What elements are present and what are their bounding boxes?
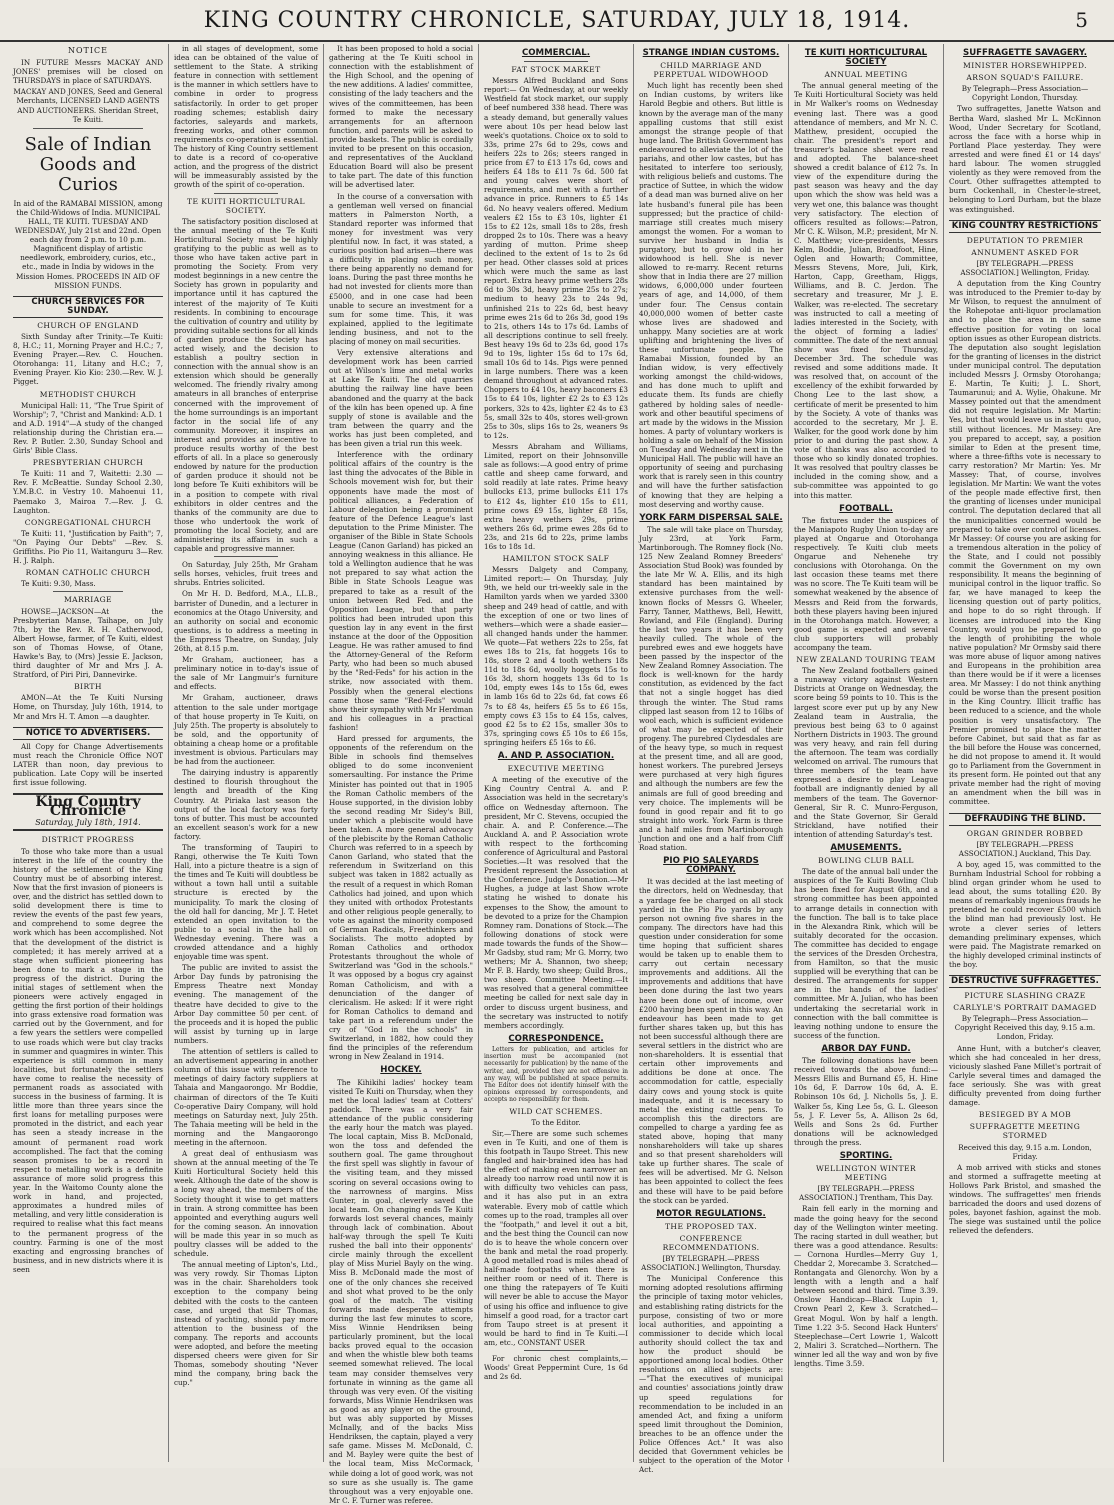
destructive-heading: DESTRUCTIVE SUFFRAGETTES. <box>949 975 1101 988</box>
news-item: Very extensive alterations and development work has been carried out at Wilson's lime and metal works at Lake Te Kuiti. The old quarries abutting the railway line have been abandoned and the quarry at the back of the kiln has been opened up. A fine supply of stone is available and the tram between the quarry and the works has just been completed, and has been given a trial run this week. <box>329 348 473 449</box>
customs-text: Much light has recently been shed on Indian customs, by writers like Harold Begbie and others. But little is known by the average man of the many appalling customs that still exist amongst the strange people of that huge land. The British Government has endeavoured to alleviate the lot of the pariahs, and other low castes, but has hesitated to interfere too seriously, with religious beliefs and customs. The practice of Suttee, in which the widow of a dead man was burned alive on her late husband's funeral pile has been suppressed; but the practice of child-marriage still creates much misery amongst the women. For a woman to survive her husband in India is purgatory, but to grow old in her widowhood is hell. She is never allowed to re-marry. Recent returns show that in India there are 27 million widows, 6,000,000 under fourteen years of age, and 14,000, of them under four. The Census contain 40,000,000 women of better caste whose lives are shadowed and unhappy. Many societies are at work uplifting and brightening the lives of these unfortunate people. The Ramabai Mission, founded by an Indian widow, is very effectively working amongst the child-widows, and has done much to uplift and educate them. Its funds are chiefly gathered by holding sales of needle-work and other beautiful specimens of art made by the widows in the Mission homes. A party of voluntary workers is holding a sale on behalf of the Mission on Tuesday and Wednesday next in the Municipal Hall. The public will have an opportunity of seeing and purchasing work that is rarely seen in this country and will have the further satisfaction of knowing that they are helping a most deserving and worthy cause. <box>639 81 783 509</box>
local-note: The attention of settlers is called to an advertisement appearing in another column of this issue with reference to meetings of dairy factory suppliers at Tahaia and Mangaorongo. Mr Boddie, chairman of directors of the Te Kuiti Co-operative Dairy Company, will hold meetings on Saturday next, July 25th. The Tahaia meeting will be held in the morning and the Mangaorongo meeting in the afternoon. <box>174 1047 318 1147</box>
hort-text: The annual general meeting of the Te Kuiti Horticultural Society was held in Mr Walker's rooms on Wednesday evening last. There was a good attendance of members, and Mr N. C. Matthew, president, occupied the chair. The president's report and treasurer's balance sheet were read and adopted. The balance-sheet showed a credit balance of £12 7s. In view of the expenditure during the past season was heavy and the day upon which the show was held was a very wet one, this balance was thought very satisfactory. The election of officers resulted as follows:—Patron, Mr C. K. Wilson, M.P.; president, Mr N. C. Matthew; vice-presidents, Messrs Kelm, Boddie, Julian, Broadfoot, Hine, Oglen and Howarth; Committee, Messrs Stevens, More, Juli, Kirk, Harton, Capp, Greetham, Higgs, Williams, and B. C. Jerdon. The secretary and treasurer, Mr J. E. Walker, was re-elected. The secretary was instructed to call a meeting of ladies interested in the Society, with the object of forming a ladies' committee. The date of the next annual show was fixed for Thursday, December 3rd. The schedule was revised and some additions made. It was resolved that, on account of the excellency of the exhibit forwarded by Chong Lee to the last show, a certificate of merit be presented to him by the Society. A vote of thanks was accorded to the secretary, Mr J. E. Walker, for the good work done by him prior to and during the past show. A vote of thanks was also accorded to those who so kindly donated trophies. It was resolved that poultry classes be included in the coming show, and a sub-committee was appointed to go into this matter. <box>794 81 938 500</box>
local-note: Mr Graham, auctioneer, has a preliminary notice in to-day's issue of the sale of Mr Langmuir's furniture and effects. <box>174 655 318 692</box>
york-heading: YORK FARM DISPERSAL SALE. <box>639 512 783 523</box>
ap-subheading: EXECUTIVE MEETING <box>507 764 605 774</box>
paper-date: Saturday, July 18th, 1914. <box>13 818 163 831</box>
savagery-heading: SUFFRAGETTE SAVAGERY. <box>963 48 1087 58</box>
methodist-text: Municipal Hall: 11, "The True Spirit of Worship"; 7, "Christ and Mankind: A.D. 1 and A.D. 1914"—A study of the changed relationship during the Christian era.—Rev. P. Butler. 2.30, Sunday School and Girls' Bible Class. <box>13 400 163 456</box>
ap-text: A meeting of the executive of the King Country Central A. and P. Association was held in the secretary's office on Wednesday afternoon. The president, Mr C. Stevens, occupied the chair. A. and P. Conference.—The Auckland A. and P. Association wrote with respect to the forthcoming conference of Agricultural and Pastoral Societies.—It was resolved that the President represent the Association at the Conference. Judge's Donation.—Mr Hughes, a judge at last Show wrote stating he wished to donate his expenses to the Show, the amount to be devoted to a prize for the Champion Romney ram. Donations of Stock.—The following donations of stock were made towards the funds of the Show—Mr Gadsby, stud ram; Mr G. Morry, two wethers; Mr A. Shannon, two sheep; Mr F. B. Hardy, two sheep; Guild Bros., two sheep. Committee Meeting.—It was resolved that a general committee meeting be called for next sale day in order to discuss urgent business, and the secretary was instructed to notify members accordingly. <box>484 775 628 1030</box>
nz-team-text: The New Zealand footballers gained a runaway victory against Western Districts at Orange on Wednesday, the score being 59 points to 10. This is the largest score ever put up by any New Zealand team in Australia, the previous best being 63 to 0 against Northern Districts in 1903. The ground was very heavy, and rain fell during the afternoon. The team was cordially welcomed on arrival. The rumours that three members of the team have expressed a desire to play League football are indignantly denied by all members of the team. The Governor-General, Sir R. C. Munro-Ferguson, and the State Governor, Sir Gerald Strickland, have notified their intention of attending Saturday's test. <box>794 666 938 839</box>
picture-heading: PICTURE SLASHING CRAZE <box>964 991 1086 1001</box>
stormed-byline: Received this day, 9.15 a.m. London, Friday. <box>958 1142 1092 1161</box>
column-1 <box>8 44 168 1462</box>
notice-body: IN FUTURE Messrs MACKAY AND JONES' premises will be closed on THURSDAYS in place of SATURDAYS. <box>13 58 163 86</box>
defraud-byline: [BY TELEGRAPH.—PRESS ASSOCIATION.] Auckland, This Day. <box>958 839 1092 858</box>
football-heading: FOOTBALL. <box>839 503 893 514</box>
presbyterian-text: Te Kuiti: 11 and 7, Waitetti: 2.30 —Rev. F. McBeattie. Sunday School 2.30, Y.M.B.C. in Vestry 10. Mahoenui 11, Paemako 3, Mairoa 7.—Rev. J. G. Laughton. <box>13 469 163 515</box>
hamilton-heading: HAMILTON STOCK SALF <box>502 554 610 564</box>
column-7 <box>943 44 1106 1462</box>
arson-text: Two suffragettes, Janette Watson and Bertha Ward, slashed Mr L. McKinnon Wood, Under Secretary for Scotland, across the face with a horse whip in Portland Place yesterday. They were arrested and were fined £1 or 14 days' hard labour. The women struggled violently as they were removed from the Court. Other suffragettes attempted to burn Cockenhall, in Chester-le-street, belonging to Lord Durham, but the blaze was extinguished. <box>949 104 1101 214</box>
correspondence-note: Letters for publication, and articles for insertion must be accompanied (not necessarily for publication) by the name of the writer, and, provided they are not offensive in any way, will be published at space permits. The Editor does not identify himself with the opinions expressed by correspondents, and accepts no responsibility for them. <box>484 1045 628 1104</box>
local-note: The public are invited to assist the Arbor Day funds by patronising the Empress Theatre next Monday evening. The management of the theatre have decided to give to the Arbor Day committee 50 per cent. of the proceeds and it is hoped the public will assist by turning up in large numbers. <box>174 963 318 1045</box>
birth-text: AMON—At the Te Kuiti Nursing Home, on Thursday, July 16th, 1914, to Mr and Mrs H. T. Amon —a daughter. <box>13 693 163 721</box>
news-item: In the course of a conversation with a gentleman well versed on financial matters in Palmerston North, a Standard reporter was informed that money for investment was very plentiful now. In fact, it was stated, a curious position had arisen—there was a difficulty in placing such money, there being apparently no demand for loans. During the past three months he had not invested for clients more than £5000, and in one case had been unable to secure an investment for a sum for some time. This, it was explained, applied to the legitimate lending business, and not to the placing of money on mail securities. <box>329 191 473 346</box>
district-text: To those who take more than a usual interest in the life of the country the history of the settlement of the King Country must be of absorbing interest. Now that the first invasion of pioneers is over, and the district has settled down to solid development there is time to review the events of the past few years, and comprehend to some degree the work which has been accomplished. Not that the development of the district is completed; it has merely arrived at a stage when sufficient pioneering has been done to mark a stage in the progress of the district. During the initial stages of settlement when the pioneers were actively engaged in getting the first portion of their holdings into grass extensive road formation was carried out by the Government, and for a few years the settlers were compelled to use roads which were but clay tracks in summer and quagmires in winter. This experience is still common in many localities, but fortunately the settlers have come to realise the necessity of permanent roads as associated with success in the business of farming. It is little more than three years since the first loans for metalling purposes were promoted in the district, and each year has seen a steady increase in the amount of permanent road work accomplished. The fact that the coming season promises to be a record in respect to metalling work is a definite assurance of more solid progress this year. In the Waitomo County alone the work in hand, and projected, approximates a hundred miles of metalling, and very little consideration is required to realise what this fact means to the permanent progress of the country. Farming is one of the most exacting and engrossing branches of business, and in new districts where it is seen <box>13 846 164 1274</box>
motor-heading: MOTOR REGULATIONS. <box>656 1208 766 1219</box>
arson-heading: ARSON SQUAD'S FAILURE. <box>966 73 1084 83</box>
restrictions-subheading-2: ANNUMENT ASKED FOR <box>971 247 1079 257</box>
marriage-text: HOWSE—JACKSON—At the Presbyterian Manse, Taihape, on July 7th, by the Rev. R. H. Catherwood, Albert Howse, farmer, of Te Kuiti, eldest son of Thomas Howse, of Otane, Hawke's Bay, to (Mrs) Jessie E. Jackson, third daughter of Mr and Mrs J. A. Stratford, of Piri Piri, Dannevirke. <box>13 606 163 680</box>
divider <box>214 556 278 557</box>
wellington-heading: WELLINGTON WINTER MEETING <box>815 1164 917 1183</box>
methodist-heading: METHODIST CHURCH <box>39 389 137 399</box>
horticulture-heading: TE KUITI HORTICULTURAL SOCIETY. <box>187 196 305 215</box>
piopio-heading: PIO PIO SALEYARDS COMPANY. <box>663 856 759 876</box>
advertisers-text: All Copy for Change Advertisements must reach the Chronicle Office NOT LATER than noon, day previous to publication. Late Copy will be inserted first issue following. <box>13 741 163 788</box>
defraud-subheading: ORGAN GRINDER ROBBED <box>966 828 1084 838</box>
hockey-text: The Kihikihi ladies' hockey team visited Te Kuiti on Thursday, when they met the local ladies' team at Cotters' paddock. There was a very fair attendance of the public considering the early hour the match was played. The local captain, Miss B. McDonald, won the toss and defended the southern goal. The game throughout the first spell was slightly in favour of the visiting team, and they missed scoring on several occasions owing to the narrowness of margins. Miss Gunter, in goal, cleverly saved the local team. On changing ends Te Kuiti forwards lost several chances, mainly through lack of combination. About half-way through the spell Te Kuiti rushed the ball into their opponents' circle mainly through the excellent play of Miss Muriel Bayly on the wing. Miss B. McDonald made the most of one of the only chances she received and shot what proved to be the only goal of the match. The visiting forwards made desperate attempts during the last few minutes to score, Miss Winnie Hendriksen being particularly prominent, but the local backs proved equal to the occasion and when the whistle blew both teams seemed somewhat relieved. The local team may consider themselves very fortunate in winning as the game all through was very even. Of the visiting forwards, Miss Winnie Hendriksen was as good as any player on the ground, but was ably supported by Misses McInally, and of the backs Miss Hendriksen, the captain, played a very safe game. Misses M. McDonald, C. and M. Bayley were quite the best of the local team, Miss McCormack, while doing a lot of good work, was not so sure as she usually is. The game throughout was a very enjoyable one. Mr C. F. Turner was referee. <box>329 1077 473 1505</box>
york-text: The sale will take place on Thursday, July 23rd, at York Farm, Martinborough. The Romney flock (No. 125 New Zealand Romney Breeders' Association Stud Book) was founded by the late Mr W. A. Ellis, and its high standard has been maintained by extensive purchases from the well-known flocks of Messrs G. Wheeler, Farry, Tanner, Matthews, Bell, Hewitt, Rowland, and File (England). During the last two years it has been very heavily culled. The whole of the purebred ewes and ewe hoggets have been passed by the inspector of the New Zealand Romney Association. The flock is well-known for the hardy constitution, as evidenced by the fact that not a single hogget has died through the winter. The Stud rams clipped last season from 12 to 16lbs of wool each, which is sufficient evidence of what may be expected of their progeny. The purebred Clydesdales are of the heavy type, so much in request at the present time, and all are good, honest workers. The purebred Jerseys were purchased at very high figures and although the numbers are few the animals are full of good breeding and very choice. The implements will be found in good repair and fit to go straight into work. York Farm is three and a half miles from Martinborough Junction and one and a half from Cliff Road station. <box>639 524 783 853</box>
wild-cat-salutation: To the Editor. <box>531 1117 581 1127</box>
masthead-title: KING COUNTRY CHRONICLE, SATURDAY, JULY 18, 1914. <box>203 8 911 33</box>
hort-heading: TE KUITI HORTICULTURAL SOCIETY <box>804 48 928 68</box>
wild-cat-heading: WILD CAT SCHEMES. <box>509 1106 603 1116</box>
wellington-byline: [BY TELEGRAPH.—PRESS ASSOCIATION.] Trentham, This Day. <box>798 1184 934 1203</box>
divider <box>53 591 123 592</box>
besieged-heading: BESIEGED BY A MOB <box>978 1110 1072 1120</box>
notice-signoff: MACKAY AND JONES, Seed and General Merchants, LICENSED LAND AGENTS AND AUCTIONEERS. Sheridan Street, Te Kuiti. <box>13 87 163 124</box>
district-heading: DISTRICT PROGRESS <box>41 835 135 845</box>
birth-heading: BIRTH <box>74 682 102 692</box>
paper-title: King Country Chronicle <box>13 793 163 816</box>
local-note: Mr Graham, auctioneer, draws attention to the sale under mortgage of that house property in Te Kuiti, on July 25th. The property is absolutely to be sold, and the opportunity of obtaining a cheap home or a profitable investment is obvious. Particulars may be had from the auctioneer. <box>174 693 318 767</box>
local-note: The annual meeting of Lipton's, Ltd., was very rowdy. Sir Thomas Lipton was in the chair. Shareholders took exception to the company being debited with the costs to the canteen case, and urged that Sir Thomas, instead of yachting, should pay more attention to the business of the company. The reports and accounts were adopted, and before the meeting dispersed cheers were given for Sir Thomas, somebody shouting "Never mind the company, bring back the cup." <box>174 1260 318 1388</box>
arbor-heading: ARBOR DAY FUND. <box>821 1043 911 1054</box>
sale-title: Sale of Indian Goods and Curios <box>24 133 152 195</box>
restrictions-heading: KING COUNTRY RESTRICTIONS <box>949 220 1101 233</box>
correspondence-heading: CORRESPONDENCE. <box>508 1033 604 1044</box>
stormed-heading: SUFFRAGETTE MEETING STORMED <box>969 1122 1081 1141</box>
notice-heading: NOTICE <box>67 46 108 55</box>
carlyle-heading: CARLYLE'S PORTRAIT DAMAGED <box>953 1003 1097 1013</box>
restrictions-byline: [BY TELEGRAPH.—PRESS ASSOCIATION.] Wellington, Friday. <box>960 258 1090 277</box>
divider <box>524 61 588 62</box>
congregational-heading: CONGREGATIONAL CHURCH <box>24 517 152 527</box>
arson-byline: By Telegraph—Press Association—Copyright London, Thursday. <box>961 84 1089 103</box>
ap-heading: A. AND P. ASSOCIATION. <box>497 751 615 762</box>
divider <box>214 193 278 194</box>
church-heading: CHURCH SERVICES FOR SUNDAY. <box>13 296 163 318</box>
local-note: The dairying industry is apparently destined to flourish throughout the length and breadth of the King Country. At Piriaka last season the output of the local factory was forty tons of butter. This must be accounted an excellent season's work for a new factory. <box>174 768 318 841</box>
motor-text: The Municipal Conference this morning adopted resolutions affirming the principle of taxing motor vehicles, and establishing rating districts for the purpose, consisting of two or more local authorities, and appointing a commissioner to decide which local authority should collect the tax and how the product should be apportioned among local bodies. Other resolutions on allied subjects are:—"That the executives of municipal and counties' associations jointly draw up speed regulations for recommendation to be included in an amended Act, and fixing a uniform speed limit throughout the Dominion, breaches to be an offence under the Police Offences Act." It was also decided that Government vehicles be subject to the operation of the Motor Act. <box>639 1274 783 1475</box>
church-england-heading: CHURCH OF ENGLAND <box>37 320 139 330</box>
presbyterian-heading: PRESBYTERIAN CHURCH <box>32 458 144 468</box>
masthead <box>0 0 1114 42</box>
customs-heading: STRANGE INDIAN CUSTOMS. <box>642 48 780 58</box>
carlyle-text: Anne Hunt, with a butcher's cleaver, which she had concealed in her dress, viciously slashed Fane Millet's portrait of Carlyle several times and damaged the face seriously. She was with great difficulty prevented from doing further damage. <box>949 1043 1101 1108</box>
horticulture-text: The satisfactory position disclosed at the annual meeting of the Te Kuiti Horticultural Society must be highly gratifying to the public as well as to those who have taken active part in promoting the Society. From very modest beginnings in a new centre the Society has grown in popularity and importance until it has captured the interest of the majority of Te Kuiti residents. In combining to encourage the cultivation of country and utility by providing suitable sections for all kinds of garden produce the Society has acted wisely, and the decision to establish a poultry section in connection with the annual show is an extension which should be generally welcomed. The friendly rivalry among amateurs in all branches of enterprise concerned with the improvement of the home surroundings is an important factor in the social life of any community. Moreover, it inspires an interest and provides an incentive to produce results worthy of the best efforts of all. In a place so generously endowed by nature for the production of garden produce it should not be long before Te Kuiti exhibitors will be in a position to compete with rival exhibitors in older centres and the thanks of the community are due to those who undertook the work of promoting the local Society, and are administering its affairs in such a capable and progressive manner. <box>174 216 318 554</box>
arbor-text: The following donations have been received towards the above fund:—Messrs Ellis and Burnand £5, H. Hine 10s 6d, F. Darrow 10s 6d, A. E. Robinson 10s 6d, J. Nicholls 5s, J. E. Walker 5s, King Lee 5s, G. L. Gleeson 5s, J. F. Lever 5s, A. Allison 2s 6d, Wells and Sons 2s 6d. Further donations will be acknowledged through the press. <box>794 1056 938 1147</box>
carlyle-byline: By Telegraph—Press Association—Copyright Received this day, 9.15 a.m. London, Friday. <box>954 1014 1096 1042</box>
news-item: It has been proposed to hold a social gathering at the Te Kuiti school in connection with the establishment of the High School, and the opening of the new additions. A ladies' committee, consisting of the lady teachers and the wives of the committeemen, has been formed to make the necessary arrangements for an afternoon function, and parents will be asked to provide baskets. The public is cordially invited to be present on this occasion, and representatives of the Auckland Education Board will also be present to take part. The date of this function will be advertised later. <box>329 44 473 190</box>
columns <box>8 44 1106 1505</box>
hort-subheading: ANNUAL MEETING <box>824 70 908 80</box>
local-note: A great deal of enthusiasm was shown at the annual meeting of the Te Kuiti Horticultural Society held this week. Although the date of the show is a long way ahead, the members of the Society thought it wise to get matters in train. A strong committee has been appointed and everything augurs well for the coming season. An innovation will be made this year in so much as poultry classes will be added to the schedule. <box>174 1149 318 1259</box>
defraud-heading: DEFRAUDING THE BLIND. <box>949 813 1101 826</box>
football-text: The fixtures under the auspices of the Maniapoto Rugby Union to-day are played at Ongarue and Otorohanga respectively. Te Kuiti club meets Ongarue and Nehenehe try conclusions with Otorohanga. On the last occasion these teams met there was no score. The Te Kuiti team will be somewhat weakened by the absence of Messrs and Reid from the forwards, both these players having been injured in the Otorohanga match. However, a good game is expected and several club supporters will probably accompany the team. <box>794 515 938 652</box>
advert-text: For chronic chest complaints,—Woods' Great Peppermint Cure, 1s 6d and 2s 6d. <box>484 1354 628 1382</box>
stock-text-2: Messrs Abraham and Williams, Limited, report on their Johnsonville sale as follows:—A good entry of prime cattle and sheep came forward, and sold readily at late rates. Prime heavy bullocks £13, prime bullocks £11 17s to £12 4s, lighter £10 15s to £11, prime cows £9 15s, lighter £8 15s, extra heavy wethers 29s, prime wethers 26s 6d, prime ewes 28s 6d to 23s, and 21s 6d to 22s, prime lambs 16s to 18s 1d. <box>484 441 628 551</box>
page-number: 5 <box>1075 8 1088 32</box>
catholic-heading: ROMAN CATHOLIC CHURCH <box>25 568 151 578</box>
local-note: On Mr H. D. Bedford, M.A., LL.B., barrister of Dunedin, and a lecturer in economics at the Otago University, and an authority on social and economic questions, is to address a meeting in the Empress Theatre, on Sunday, July 26th, at 8.15 p.m. <box>174 589 318 653</box>
commercial-heading: COMMERCIAL. <box>521 48 591 58</box>
sale-body: In aid of the RAMABAI MISSION, among the Child-Widows of India. MUNICIPAL HALL, TE KUITI. TUESDAY AND WEDNESDAY, July 21st and 22nd. Open each day from 2 p.m. to 10 p.m. Magnificent display of artistic needlework, embroidery, curios, etc., etc., made in India by widows in the Mission Homes. PROCEEDS IN AID OF MISSION FUNDS. <box>13 198 163 290</box>
catholic-text: Te Kuiti: 9.30, Mass. <box>21 579 96 589</box>
stock-heading: FAT STOCK MARKET <box>511 65 601 75</box>
stormed-text: A mob arrived with sticks and stones and stormed a suffragette meeting at Hollows Park Bristol, and smashed the windows. The suffragettes' men friends barricaded the doors and used dozens of poles, bayonet fashion, against the mob. The siege was sustained until the police relieved the defenders. <box>949 1162 1101 1236</box>
restrictions-subheading: DEPUTATION TO PREMIER <box>966 235 1084 245</box>
congregational-text: Te Kuiti: 11, "Justification by Faith"; 7, "On Paying Our Debts" —Rev. S. Griffiths. Pio Pio 11, Waitanguru 3—Rev. H. J. Ralph. <box>13 528 163 566</box>
nz-team-heading: NEW ZEALAND TOURING TEAM <box>796 655 936 665</box>
news-item: Interference with the ordinary political affairs of the country is the last thing the advocates of the Bible in Schools movement wish for, but their opponents have made the most of political alliances, a Federation of Labour delegation being a prominent feature of the Defence League's last deputation to the Prime Minister. The organiser of the Bible in State Schools League (Canon Garland) has picked an annoying weakness in this alliance. He told a Wellington audience that he was not prepared to say what action the Bible in State Schools League was prepared to take as a result of the union between Red Fed. and the Opposition League, but that party politics had been intruded upon this question lay in any event in the first instance at the door of the Opposition League. He was rather amused to find the Attorney-General of the Reform Party, who had been so much abused by the "Red-Feds" for his action in the strike, now associated with them. Possibly when the general elections came those same "Red-Feds" would show their sympathy with Mr Herdman and his colleagues in a practical fashion! <box>329 450 473 732</box>
divider <box>33 128 143 129</box>
motor-subheading-2: CONFERENCE RECOMMENDATIONS. <box>662 1233 760 1252</box>
divider <box>524 1350 588 1351</box>
wild-cat-text: Sir,—There are some such schemes even in Te Kuiti, and one of them is this footpath in Taupo Street. This new fangled and hair-brained idea has had the effect of making even narrower an already too narrow road until now it is with difficulty two vehicles can pass, and it has also put in an extra waterable. Every mob of cattle which comes up to the road, tramples all over the "footpath," and level it out a bit, and the best thing the Council can now do is to heave the whole concern over the bank and metal the road properly. A good metalled road is miles ahead of half-made footpaths when there is neither room or need of it. There is one thing the ratepayers of Te Kuiti will never be able to accuse the Mayor of using his office and influence to give himself a good road, for a tractor cart from Taupo street is at present it would be hard to find in Te Kuiti.—I am, etc., CONSTANT USER <box>484 1128 628 1347</box>
column-2 <box>168 44 323 1462</box>
local-note: On Saturday, July 25th, Mr Graham sells horses, vehicles, fruit trees and shrubs. Entries solicited. <box>174 560 318 588</box>
piopio-text: It was decided at the last meeting of the directors, held on Wednesday, that a yardage fee be charged on all stock yarded in the Pio Pio yards by any person not owning five shares in the company. The directors have had this question under consideration for some time hoping that sufficient shares would be taken up to enable them to carry out certain necessary improvements and additions. All the improvements and additions that have been done during the last two years have been done out of income, over £200 having been spent in this way. An endeavour has been made to get further shares taken up, but this has not been successful although there are several settlers in the district who are non-shareholders. It is essential that certain other improvements and additions be done at once. The accommodation for cattle, especially dairy cows and young stock is quite inadequate, and it is necessary to metal the existing cattle pens. To accomplish this the directors are compelled to charge a yarding fee as stated above, hoping that many nonshareholders will take up shares and so that present shareholders will take up further shares. The scale of fees will be advertised. Mr G. Nelson has been appointed to collect the fees and these will have to be paid before the stock can be yarded. <box>639 877 783 1205</box>
column-3 <box>323 44 478 1505</box>
column-5 <box>633 44 788 1475</box>
local-note: The transforming of Taupiri to Rangi, otherwise the Te Kuiti Town Hall, into a picture theatre is a sign of the times and Te Kuiti will doubtless be without a town hall until a suitable structure is erected by the municipality. To mark the closing of the old hall for dancing, Mr J. T. Hetet extended an open invitation to the public to a social in the hall on Wednesday evening. There was a crowded attendance and a highly enjoyable time was spent. <box>174 842 318 962</box>
wellington-text: Rain fell early in the morning and made the going heavy for the second day of the Wellington winter meeting. The racing started in dull weather, but there was a good attendance. Results:— Cornona Hurdles—Merry Guy 1, Cheddar 2, Morecambe 3. Scratched—Rontangata and Glenorchy. Won by a length with a length and a half between second and third. Time 3.39. Onslow Handicap—Black Lupin 1, Crown Pearl 2, Kew 3. Scratched—Great Mogul. Won by half a length. Time 1.22 3-5. Second Hack Hunters' Steeplechase—Cert Lowrie 1, Walcott 2, Maliri 3. Scratched—Northern. The winner led all the way and won by five lengths. Time 3.59. <box>794 1204 938 1369</box>
bowling-heading: BOWLING CLUB BALL <box>818 856 914 866</box>
advertisers-heading: NOTICE TO ADVERTISERS. <box>13 727 163 740</box>
column-2-lead: in all stages of development, some idea can be obtained of the value of settlement to the State. A striking feature in connection with settlement is the manner in which settlers have to combine in order to progress satisfactorily. In order to get proper roading schemes; establish dairy factories, saleyards and markets, freezing works, and other common requirements co-operation is essential. The history of King Country settlement to date is a record of co-operative action, and the progress of the district will be immeasurably assisted by the growth of the spirit of co-operation. <box>174 44 318 190</box>
column-4 <box>478 44 633 1462</box>
defraud-text: A boy, aged 15, was committed to the Burnham Industrial School for robbing a blind organ grinder whom he used to lead about, the sums totalling £20. By means of remarkably ingenious frauds he pretended he could recover £500 which the blind man had previously lost. He wrote a clever series of letters demanding preliminary expenses, which were paid. The Magistrate remarked on the highly developed criminal instincts of the boy. <box>949 859 1101 969</box>
customs-subheading: CHILD MARRIAGE AND PERPETUAL WIDOWHOOD <box>653 61 769 80</box>
news-item: Hard pressed for arguments, the opponents of the referendum on the Bible in schools find themselves obliged to do some inconvenient somersaulting. For instance the Prime Minister has pointed out that in 1905 the Roman Catholic members of the House supported, in the division lobby the second reading Mr Sidey's Bill, under which a plebiscite would have been taken. A more general advocacy of the plebiscite by the Roman Catholic Church was referred to in a speech by Canon Garland, who stated that the referendum in Switzerland on this subject was taken in 1882 actually as the result of a request in which Roman Catholics had joined, and upon which they united with orthodox Protestants and other religious people generally, to vote as against the minority composed of German Radicals, Freethinkers and Socialists. The motto adopted by Roman Catholics and orthodox Protestants throughout the whole of Switzerland was "God in the schools." It was opposed by a bogus cry against Roman Catholicism, and with a denunciation of the danger of clericalism. He asked: If it were right for Roman Catholics to demand and take part in a referendum under the cry of "God in the schools" in Switzerland, in 1882, how could they find the principles of the referendum wrong in New Zealand in 1914. <box>329 734 473 1062</box>
bowling-text: The date of the annual ball under the auspices of the Te Kuiti Bowling Club has been fixed for August 6th, and a strong committee has been appointed to arrange details in connection with the function. The ball is to take place in the Alexandra Rink, which will be suitably decorated for the occasion. The committee has decided to engage the services of the Dresden Orchestra, from Hamilton, so that the music supplied will be everything that can be desired. The arrangements for supper are in the hands of the ladies' committee. Mr A. Julian, who has been undertaking the secretarial work in connection with the ball committee is leaving nothing undone to ensure the success of the function. <box>794 867 939 1040</box>
marriage-heading: MARRIAGE <box>64 595 112 605</box>
hamilton-text: Messrs Dalgety and Company, Limited report:— On Thursday, July 9th, we held our tri-weekly sale in the Hamilton yards when we yarded 3300 sheep and 249 head of cattle, and with the exception of one or two lines of wethers—which were a shade easier—all changed hands under the hammer. We quote—Fat wethers 22s to 25s, fat ewes 18s to 21s, fat hoggets 16s to 18s, store 2 and 4 tooth wethers 18s 11d to 18s 6d, woolly hoggets 15s to 16s 3d, shorn hoggets 13s 6d to 1s 10d, empty ewes 14s to 15s 6d, ewes in lamb 16s 6d to 22s 6d, fat cows £6 7s to £8 4s, heifers £5 5s to £6 15s, empty cows £3 15s to £4 15s, calves, good £2 5s to £2 15s, smaller 30s to 37s, springing cows £5 10s to £6 15s, springing heifers £5 16s to £6. <box>484 565 628 747</box>
restrictions-text: A deputation from the King Country was introduced to the Premier to-day by Mr Wilson, to request the annulment of the Rohepotae anti-liquor proclamation and to place the area in the same effective position for voting on local option issues as other European districts. The deputation also sought legislation for the granting of licenses in the district under municipal control. The deputation included Messrs J. Ormsby Otorohanga; E. Martin, Te Kuiti; J. L. Short, Taumarunui; and A. Wylie, Ohakune. Mr Massey pointed out that the amendment did not require legislation. Mr Martin: Yes, but that would leave us in statu quo, still without licences. Mr Massey: Are you prepared to accept, say, a position similar to Eden at the present time, where a three-fifths vote is necessary to carry restoration? Mr Martin: Yes. Mr Massey: That, of course, involves legislation. Mr Martin: We want the votes of the people made effective first, then the granting of licenses under municipal control. The deputation declared that all the municipalities concerned would be prepared to take over control of licenses. Mr Massey: Of course you are asking for a tremendous alteration in the policy of the State, and I could not possibly commit the Government on my own responsibility. It means the beginning of municipal control in the liquor traffic. So far, we have managed to keep the licensing question out of party politics, and hope to do so right through. If licenses are introduced into the King Country, would you be prepared to go the length of prohibiting the whole native population? Mr Ormsby said there was more abuse of liquor among natives and Europeans in the prohibition area than there would be if it were a licenses area. Mr Massey: I do not think anything could be worse than the present position in the King Country. Illicit traffic has been reduced to a science, and the whole position is very unsatisfactory. The Premier promised to place the matter before Cabinet, but said that as far as the bill before the House was concerned, he did not propose to amend it. It would go to Parliament from the Government in its present form. He pointed out that any private member had the right of moving an amendment when the bill was in committee. <box>949 279 1101 807</box>
church-england-text: Sixth Sunday after Trinity.—Te Kuiti: 8, H.C.; 11, Morning Prayer and H.C.; 7, Evening Prayer.—Rev. C. Houchen. Otorohanga: 11, Litany and H.C.; 7, Evening Prayer. Kio Kio: 230.—Rev. W. J. Pigget. <box>13 331 163 387</box>
amusements-heading: AMUSEMENTS. <box>830 842 902 853</box>
savagery-subheading: MINISTER HORSEWHIPPED. <box>963 61 1087 71</box>
sporting-heading: SPORTING. <box>839 1150 893 1161</box>
motor-byline: [BY TELEGRAPH.—PRESS ASSOCIATION.] Wellington, Thursday. <box>641 1254 781 1273</box>
hockey-heading: HOCKEY. <box>380 1065 422 1076</box>
column-6 <box>788 44 943 1462</box>
motor-subheading: THE PROPOSED TAX. <box>664 1221 758 1231</box>
stock-text: Messrs Alfred Buckland and Sons report:— On Wednesday, at our weekly Westfield fat stock market, our supply of beef numbered 338 head. There was a steady demand, but generally values were about 10s per head below last week's quotations. Choice ox to sold to 33s, prime 27s 6d to 29s, cows and heifers 22s to 26s; steers ranged in price from £7 to £13 17s 6d, cows and heifers £4 18s to £11 7s 6d. 500 fat and young calves were short of requirements, and met with a further advance in price. Runners to £5 14s 6d. No heavy vealers offered. Medium vealers £2 15s to £3 10s, lighter £1 15s to £2 12s, small 18s to 28s, fresh dropped 2s to 10s. There was a heavy yarding of mutton. Prime sheep declined to the extent of 1s to 2s 6d per head. Other classes sold at prices which were much the same as last report. Extra heavy prime wethers 28s 6d to 30s 3d, heavy prime 25s to 27s; medium to heavy 23s to 24s 9d, unfinished 21s to 22s 6d, best heavy prime ewes 21s 6d to 26s 3d, good 19s to 21s, others 14s to 17s 6d. Lambs of all descriptions continue to sell freely. Best heavy 19s 6d to 23s 6d, good 17s 9d to 19s, lighter 15s 6d to 17s 6d, small 10s 6d to 14s. Pigs were penned in large numbers. There was a keen demand throughout at advanced rates. Choppers to £4 10s, heavy baconers £3 15s to £4 10s, lighter £2 2s to £3 12s porkers, 32s to 42s, lighter £2 4s to £3 5s, small 32s to 40s, stores well-grown 25s to 30s, slips 16s to 2s, weaners 9s to 12s. <box>484 76 628 440</box>
